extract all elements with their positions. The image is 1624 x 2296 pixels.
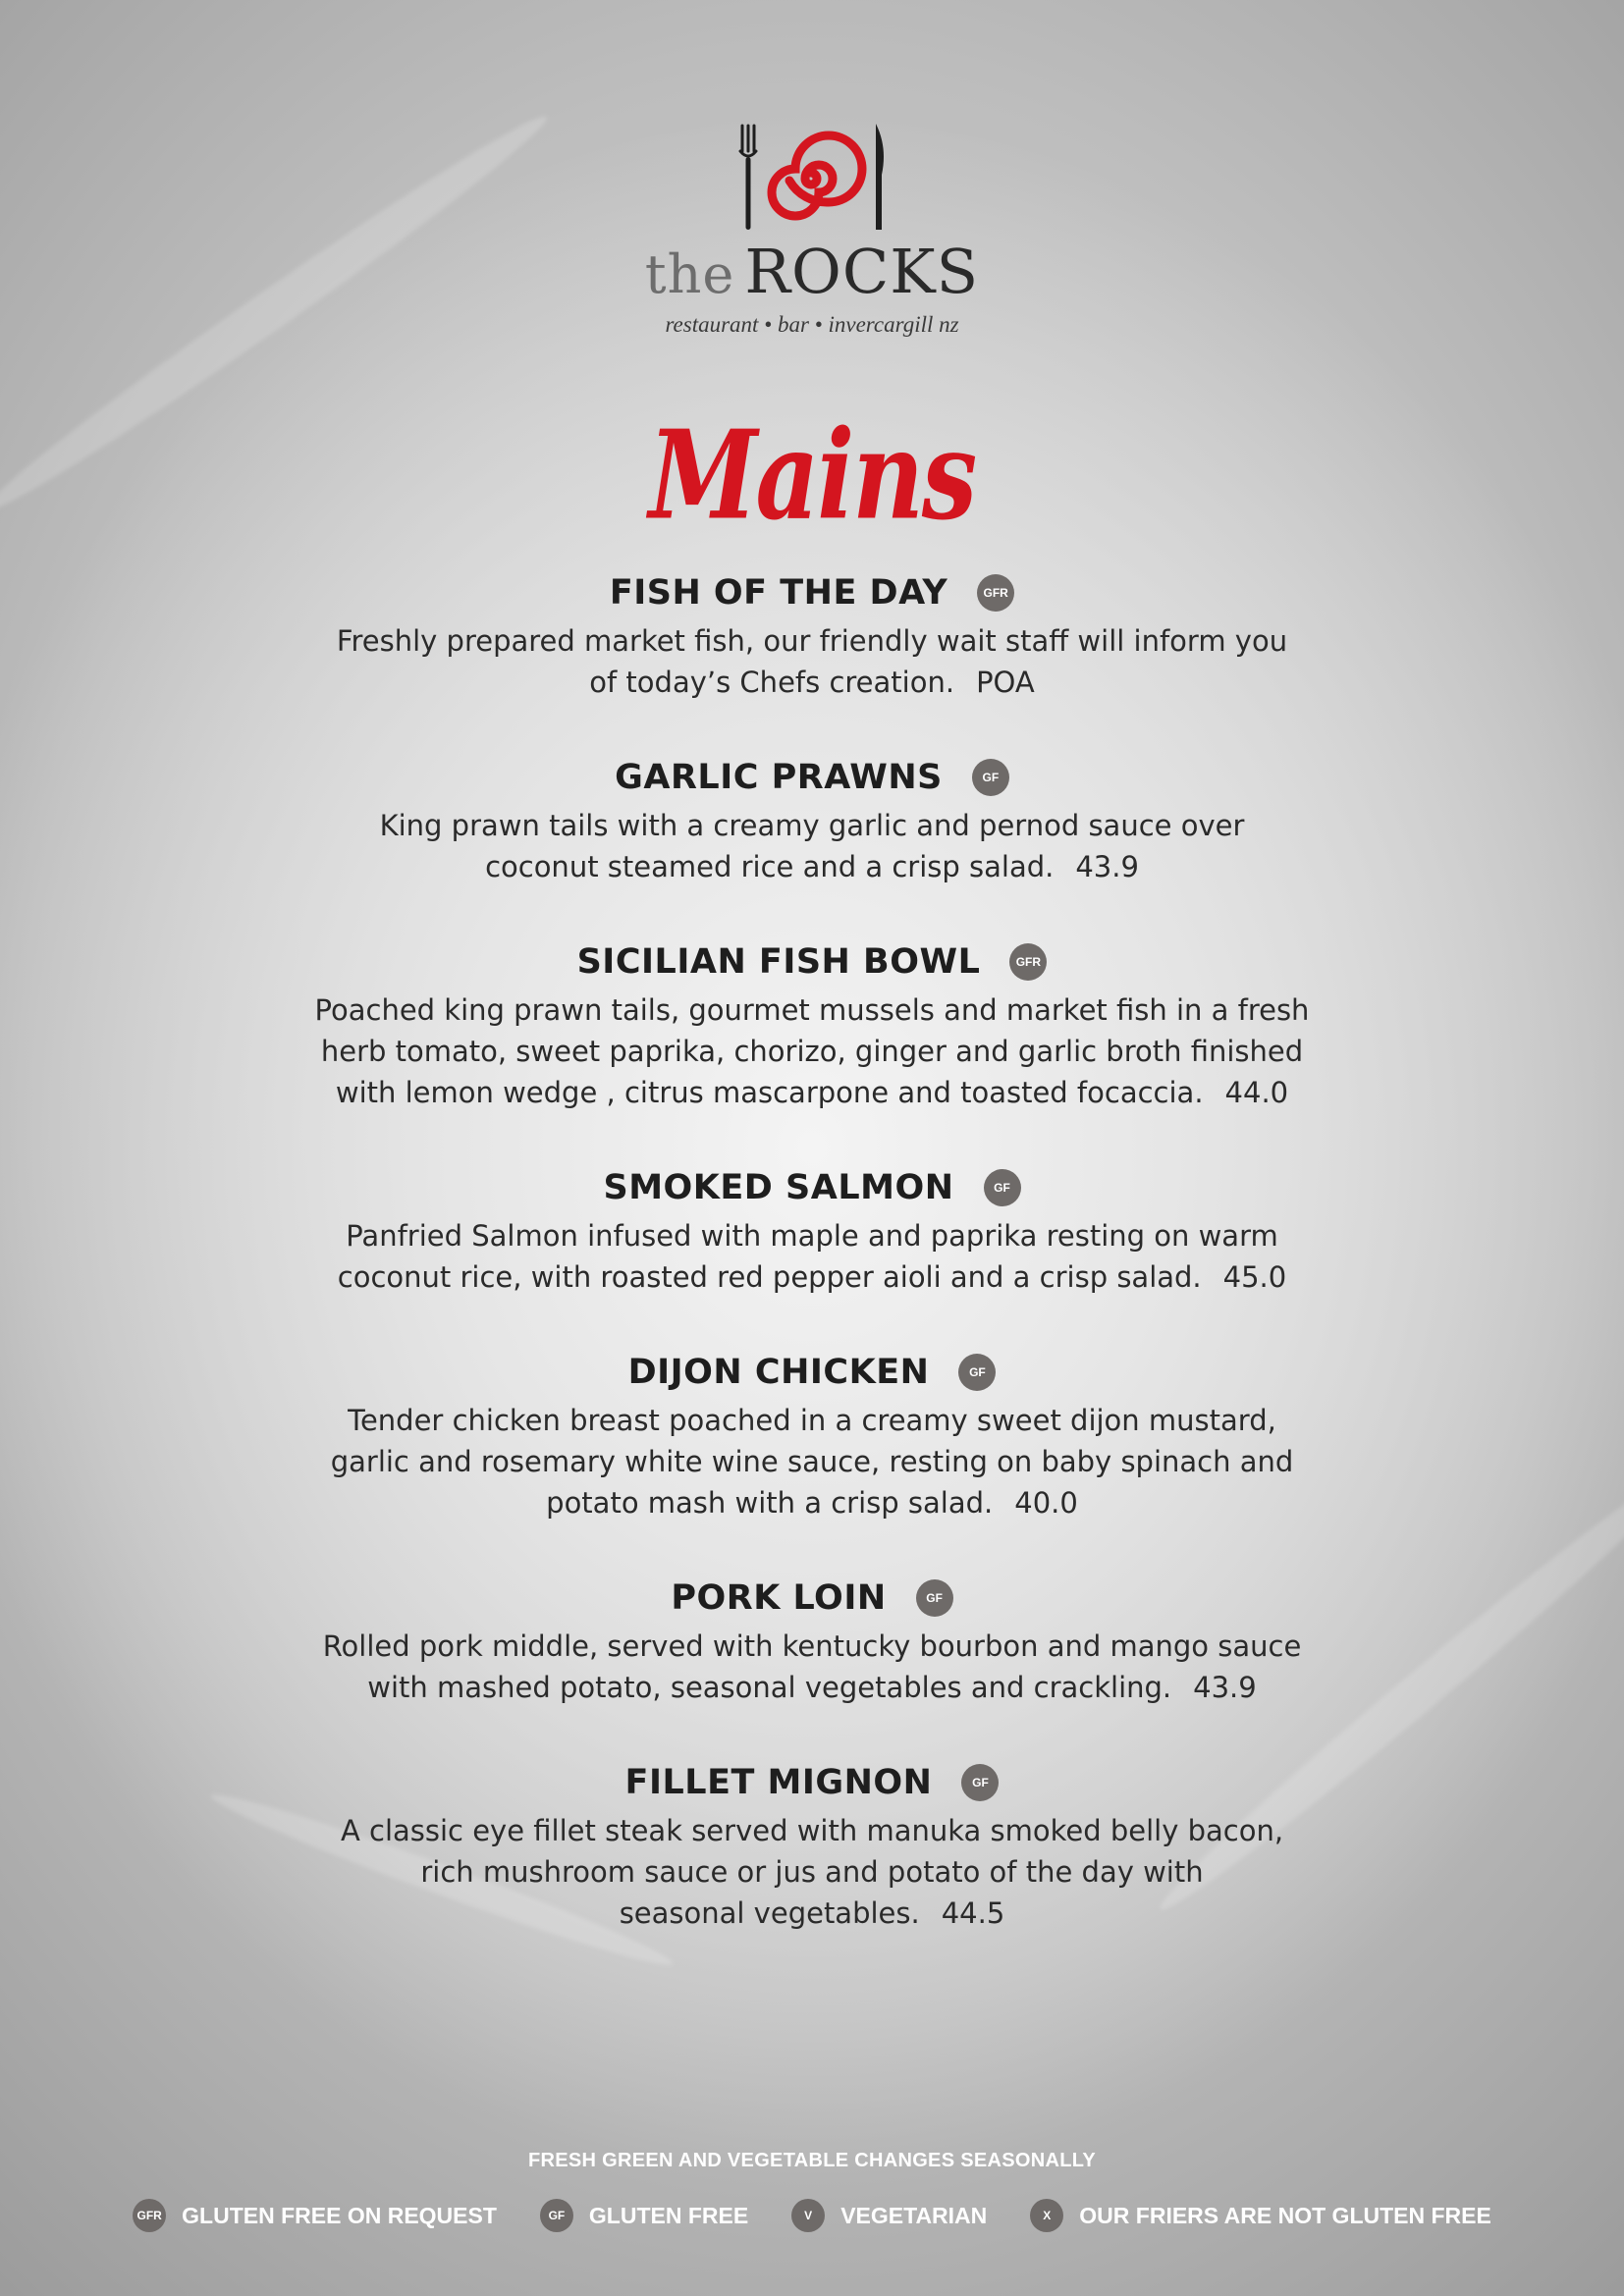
menu-item-name: SICILIAN FISH BOWL <box>576 942 981 982</box>
menu-item-description <box>0 620 1624 703</box>
menu-item-name: GARLIC PRAWNS <box>615 758 943 797</box>
description-line <box>0 805 1624 846</box>
description-text: potato mash with a crisp salad. <box>546 1486 994 1520</box>
description-line <box>0 1215 1624 1256</box>
dietary-badge: GF <box>972 759 1009 796</box>
description-text: Freshly prepared market fish, our friendly wait staff will inform you <box>336 624 1288 658</box>
menu-item <box>0 569 1624 703</box>
description-line <box>0 1667 1624 1708</box>
legend-badge: V <box>791 2199 825 2232</box>
menu-item-name: PORK LOIN <box>671 1578 887 1618</box>
menu-item <box>0 1759 1624 1934</box>
name-prefix: the <box>644 243 735 305</box>
menu-item-price: POA <box>976 666 1035 699</box>
menu-item-description <box>0 1626 1624 1708</box>
description-line <box>0 1626 1624 1667</box>
description-text: with mashed potato, seasonal vegetables and crackling. <box>367 1671 1172 1704</box>
menu-item-description <box>0 805 1624 887</box>
legend-item <box>791 2199 987 2232</box>
dietary-badge: GF <box>958 1354 996 1391</box>
legend-label: GLUTEN FREE <box>588 2202 749 2228</box>
menu-item <box>0 1164 1624 1298</box>
menu-item <box>0 754 1624 887</box>
description-line <box>0 1072 1624 1113</box>
description-line <box>0 1031 1624 1072</box>
menu-item-description <box>0 1810 1624 1934</box>
description-text: A classic eye fillet steak served with manuka smoked belly bacon, <box>340 1814 1284 1847</box>
dietary-badge: GFR <box>1009 943 1047 981</box>
menu-item-price: 43.9 <box>1075 850 1139 883</box>
menu-item-price: 44.5 <box>941 1896 1005 1930</box>
legend-item <box>133 2199 497 2232</box>
dietary-badge: GF <box>961 1764 999 1801</box>
description-line <box>0 620 1624 662</box>
menu-item-description <box>0 1215 1624 1298</box>
menu-item <box>0 1349 1624 1523</box>
legend-label: VEGETARIAN <box>840 2202 988 2228</box>
menu-item-header <box>0 938 1624 986</box>
menu-item-header <box>0 569 1624 616</box>
legend-item <box>540 2199 748 2232</box>
menu-item-description <box>0 989 1624 1113</box>
description-text: Panfried Salmon infused with maple and paprika resting on warm <box>346 1219 1278 1253</box>
name-main: ROCKS <box>744 236 980 307</box>
menu-item-name: FISH OF THE DAY <box>609 573 948 613</box>
description-text: rich mushroom sauce or jus and potato of the day with <box>420 1855 1204 1889</box>
seasonal-note: FRESH GREEN AND VEGETABLE CHANGES SEASONALLY <box>527 2150 1097 2171</box>
description-text: Poached king prawn tails, gourmet mussels and market fish in a fresh <box>314 993 1310 1027</box>
restaurant-logo <box>0 118 1624 338</box>
description-text: Tender chicken breast poached in a creamy sweet dijon mustard, <box>348 1404 1276 1437</box>
dietary-legend <box>0 2199 1624 2232</box>
description-text: coconut rice, with roasted red pepper aioli and a crisp salad. <box>337 1260 1202 1294</box>
menu-item-name: FILLET MIGNON <box>624 1763 933 1802</box>
menu-item <box>0 938 1624 1113</box>
legend-badge: X <box>1030 2199 1063 2232</box>
spiral-fork-knife-icon <box>729 118 895 236</box>
restaurant-tagline: restaurant • bar • invercargill nz <box>665 312 959 337</box>
dietary-badge: GF <box>916 1579 953 1617</box>
menu-item-price: 43.9 <box>1193 1671 1257 1704</box>
legend-badge: GF <box>540 2199 573 2232</box>
description-line <box>0 1256 1624 1298</box>
description-text: coconut steamed rice and a crisp salad. <box>485 850 1055 883</box>
menu-item-name: DIJON CHICKEN <box>627 1353 930 1392</box>
menu-item-header <box>0 754 1624 801</box>
description-line <box>0 1441 1624 1482</box>
description-line <box>0 1893 1624 1934</box>
description-text: herb tomato, sweet paprika, chorizo, ginger and garlic broth finished <box>320 1035 1304 1068</box>
description-line <box>0 1810 1624 1851</box>
description-line <box>0 1482 1624 1523</box>
menu-item-price: 40.0 <box>1014 1486 1078 1520</box>
menu-item-price: 45.0 <box>1222 1260 1287 1294</box>
menu-item-description <box>0 1400 1624 1523</box>
dietary-badge: GF <box>984 1169 1021 1206</box>
description-text: seasonal vegetables. <box>619 1896 920 1930</box>
legend-label: GLUTEN FREE ON REQUEST <box>182 2202 497 2228</box>
dietary-badge: GFR <box>977 574 1014 612</box>
description-text: garlic and rosemary white wine sauce, resting on baby spinach and <box>330 1445 1294 1478</box>
menu-list <box>0 569 1624 1985</box>
restaurant-name <box>0 236 1624 307</box>
description-line <box>0 989 1624 1031</box>
description-line <box>0 1851 1624 1893</box>
section-title: Mains <box>648 402 976 548</box>
menu-item-name: SMOKED SALMON <box>603 1168 954 1207</box>
description-text: King prawn tails with a creamy garlic and pernod sauce over <box>379 809 1245 842</box>
description-line <box>0 846 1624 887</box>
menu-item-header <box>0 1164 1624 1211</box>
legend-badge: GFR <box>133 2199 166 2232</box>
legend-item <box>1030 2199 1491 2232</box>
menu-item <box>0 1575 1624 1708</box>
description-text: of today’s Chefs creation. <box>589 666 955 699</box>
menu-item-price: 44.0 <box>1224 1076 1289 1109</box>
description-line <box>0 662 1624 703</box>
description-line <box>0 1400 1624 1441</box>
menu-item-header <box>0 1575 1624 1622</box>
description-text: Rolled pork middle, served with kentucky bourbon and mango sauce <box>322 1629 1302 1663</box>
menu-item-header <box>0 1349 1624 1396</box>
menu-item-header <box>0 1759 1624 1806</box>
description-text: with lemon wedge , citrus mascarpone and toasted focaccia. <box>335 1076 1204 1109</box>
legend-label: OUR FRIERS ARE NOT GLUTEN FREE <box>1079 2202 1491 2228</box>
